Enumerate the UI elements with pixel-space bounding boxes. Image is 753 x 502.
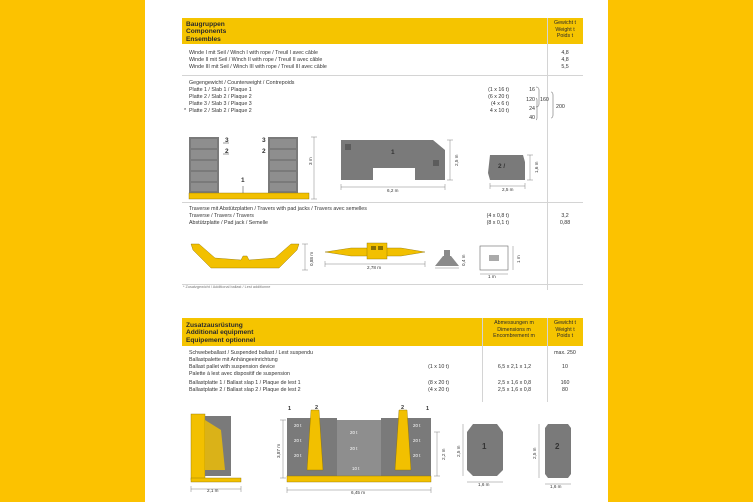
- stack-label-3a: 3: [225, 137, 229, 144]
- right-yellow-margin: [608, 0, 753, 502]
- slab-tag-5: 20 t: [350, 446, 358, 451]
- plate-1-drawing: [463, 424, 503, 482]
- slab-2-width-dim: 2,5 m: [502, 187, 514, 192]
- equipment-header: [182, 318, 583, 346]
- pad-jack-side-drawing: [435, 250, 459, 268]
- slab-1-height-dim: 2,5 m: [454, 154, 459, 166]
- traverse-length-dim: 2,78 m: [367, 265, 382, 270]
- slab-row-2-weight: 120: [526, 97, 535, 103]
- front-callout-2: 2: [315, 405, 319, 411]
- slab-row-4-weight: 40: [529, 115, 535, 121]
- traverse-row-1-qty: (4 x 0,8 t): [486, 213, 509, 219]
- stack-label-2b: 2: [262, 148, 266, 155]
- slab-tag-3: 20 t: [294, 453, 302, 458]
- plate-2-drawing: [539, 424, 571, 484]
- footnote-star: *: [184, 108, 187, 114]
- winch-1-weight: 4,8: [561, 50, 569, 56]
- winch-2-label: Winde II mit Seil / Winch II with rope / Treuil II avec câble: [189, 57, 323, 63]
- winch-1-label: Winde I mit Seil / Winch I with rope / Treuil I avec câble: [189, 50, 318, 56]
- equip-row-5-weight: 160: [560, 380, 570, 386]
- equip-row-3-dims: 6,5 x 2,1 x 1,2: [497, 364, 532, 370]
- plate-1-label: 1: [482, 442, 487, 451]
- winch-3-weight: 5,5: [561, 64, 569, 70]
- counterweight-subtotal: 160: [540, 97, 549, 103]
- pad-jack-side-dim: 1 m: [516, 255, 521, 263]
- traverse-row-2-weight: 0,88: [559, 220, 571, 226]
- pallet-front-width-dim: 6,45 m: [351, 490, 366, 495]
- equip-row-6-qty: (4 x 20 t): [428, 387, 449, 393]
- slab-2-height-dim: 1,6 m: [534, 161, 539, 173]
- traverse-heading: Traverse mit Abstützplatten / Travers with pad jacks / Travers avec semelles: [189, 206, 367, 212]
- equip-row-2-label: Ballastpalette mit Anhängeeinrichtung: [189, 357, 278, 363]
- equip-row-3-weight: 10: [562, 364, 568, 370]
- traverse-row-2-qty: (8 x 0,1 t): [486, 220, 509, 226]
- equip-row-5-qty: (8 x 20 t): [428, 380, 449, 386]
- slab-row-4-qty: 4 x 10 t): [489, 108, 509, 114]
- footnote: * Zusatzgewicht / Additional ballast / Lest additionne: [183, 285, 271, 289]
- slab-row-4-label: Platte 2 / Slab 2 / Plaque 2: [189, 108, 252, 114]
- equip-row-5-label: Ballastplatte 1 / Ballast slap 1 / Plaque de lest 1: [189, 380, 301, 386]
- slab-row-1-weight: 16: [529, 87, 535, 93]
- equip-row-6-dims: 2,5 x 1,6 x 0,8: [497, 387, 532, 393]
- plate-2-label: 2: [555, 442, 560, 451]
- winch-2-weight: 4,8: [561, 57, 569, 63]
- front-callout-3: 2: [401, 405, 405, 411]
- winch-3-label: Winde III mit Seil / Winch III with rope / Treuil III avec câble: [189, 64, 327, 70]
- pallet-front-inner-height-dim: 2,2 m: [441, 448, 446, 460]
- pad-jack-height-dim: 0,4 m: [461, 254, 466, 266]
- slab-2-label: 2 /: [498, 163, 506, 170]
- stack-label-1: 1: [241, 177, 245, 184]
- counterweight-heading: Gegengewicht / Counterweight / Contrepoids: [189, 80, 295, 86]
- slab-row-1-qty: (1 x 16 t): [488, 87, 509, 93]
- pad-jack-top-drawing: [480, 246, 513, 274]
- pallet-side-drawing: [191, 414, 241, 492]
- plate-2-height-dim: 2,5 m: [532, 447, 537, 459]
- dimensions-column-header: Abmessungen m Dimensions m Encombrement m: [493, 320, 535, 340]
- plate-1-width-dim: 1,6 m: [478, 482, 490, 487]
- equip-row-6-label: Ballastplatte 2 / Ballast slap 2 / Plaque de lest 2: [189, 387, 301, 393]
- equip-row-1-weight: max. 250: [554, 350, 576, 356]
- slab-stack-drawing: [189, 137, 317, 199]
- counterweight-total: 200: [556, 104, 565, 110]
- traverse-top-drawing: [325, 243, 425, 267]
- slab-row-1-label: Platte 1 / Slab 1 / Plaque 1: [189, 87, 252, 93]
- slab-row-3-weight: 24: [529, 106, 535, 112]
- divider-1: [182, 75, 583, 76]
- ballast-drawings: [145, 0, 146, 1]
- plate-1-height-dim: 2,5 m: [456, 445, 461, 457]
- pallet-side-width-dim: 2,1 m: [207, 488, 219, 493]
- traverse-row-1-label: Traverse / Travers / Travers: [189, 213, 254, 219]
- slab-1-drawing: [341, 140, 453, 190]
- slab-row-2-label: Platte 2 / Slab 2 / Plaque 2: [189, 94, 252, 100]
- stack-height-dim: 3 m: [308, 157, 313, 165]
- equip-row-1-label: Schwebeballast / Suspended ballast / Lest suspendu: [189, 350, 313, 356]
- weight2-column-header: Gewicht t Weight t Poids t: [553, 320, 577, 340]
- equip-row-3-qty: (1 x 10 t): [428, 364, 449, 370]
- slab-row-3-qty: (4 x 6 t): [491, 101, 509, 107]
- traverse-row-1-weight: 3,2: [561, 213, 569, 219]
- equip-row-4-label: Palette à lest avec dispositif de suspension: [189, 371, 290, 377]
- equip-row-5-dims: 2,5 x 1,6 x 0,8: [497, 380, 532, 386]
- equip-row-3-label: Ballast pallet with suspension device: [189, 364, 275, 370]
- traverse-row-2-label: Abstützplatte / Pad jack / Semelle: [189, 220, 268, 226]
- slab-tag-2: 20 t: [294, 438, 302, 443]
- divider-2: [182, 202, 583, 203]
- traverse-side-drawing: [191, 244, 308, 270]
- slab-row-3-label: Platte 3 / Slab 3 / Plaque 3: [189, 101, 252, 107]
- slab-tag-8: 20 t: [413, 453, 421, 458]
- left-yellow-margin: [0, 0, 145, 502]
- plate-2-width-dim: 1,6 m: [550, 484, 562, 489]
- datasheet-page: [145, 0, 608, 502]
- weight-column-header: Gewicht t Weight t Poids t: [553, 20, 577, 40]
- front-callout-4: 1: [426, 406, 430, 412]
- pallet-weight-tag: 10 t: [352, 466, 360, 471]
- slab-1-label: 1: [391, 149, 395, 156]
- stack-label-3b: 3: [262, 137, 266, 144]
- pad-jack-width-dim: 1 m: [488, 274, 496, 279]
- slab-1-width-dim: 6,2 m: [387, 188, 399, 193]
- equip-row-6-weight: 80: [562, 387, 568, 393]
- components-title: Baugruppen Components Ensembles: [186, 21, 227, 43]
- slab-2-drawing: [488, 155, 533, 189]
- slab-row-2-qty: (6 x 20 t): [488, 94, 509, 100]
- slab-tag-7: 20 t: [413, 438, 421, 443]
- slab-tag-1: 20 t: [294, 423, 302, 428]
- stack-label-2a: 2: [225, 148, 229, 155]
- equipment-title: Zusatzausrüstung Additional equipment Equipement optionnel: [186, 322, 256, 344]
- pallet-front-height-dim: 3,87 m: [276, 443, 281, 458]
- traverse-height-dim: 0,88 m: [309, 251, 314, 266]
- slab-tag-6: 20 t: [413, 423, 421, 428]
- slab-tag-4: 20 t: [350, 430, 358, 435]
- front-callout-1: 1: [288, 406, 292, 412]
- components-header: [182, 18, 583, 44]
